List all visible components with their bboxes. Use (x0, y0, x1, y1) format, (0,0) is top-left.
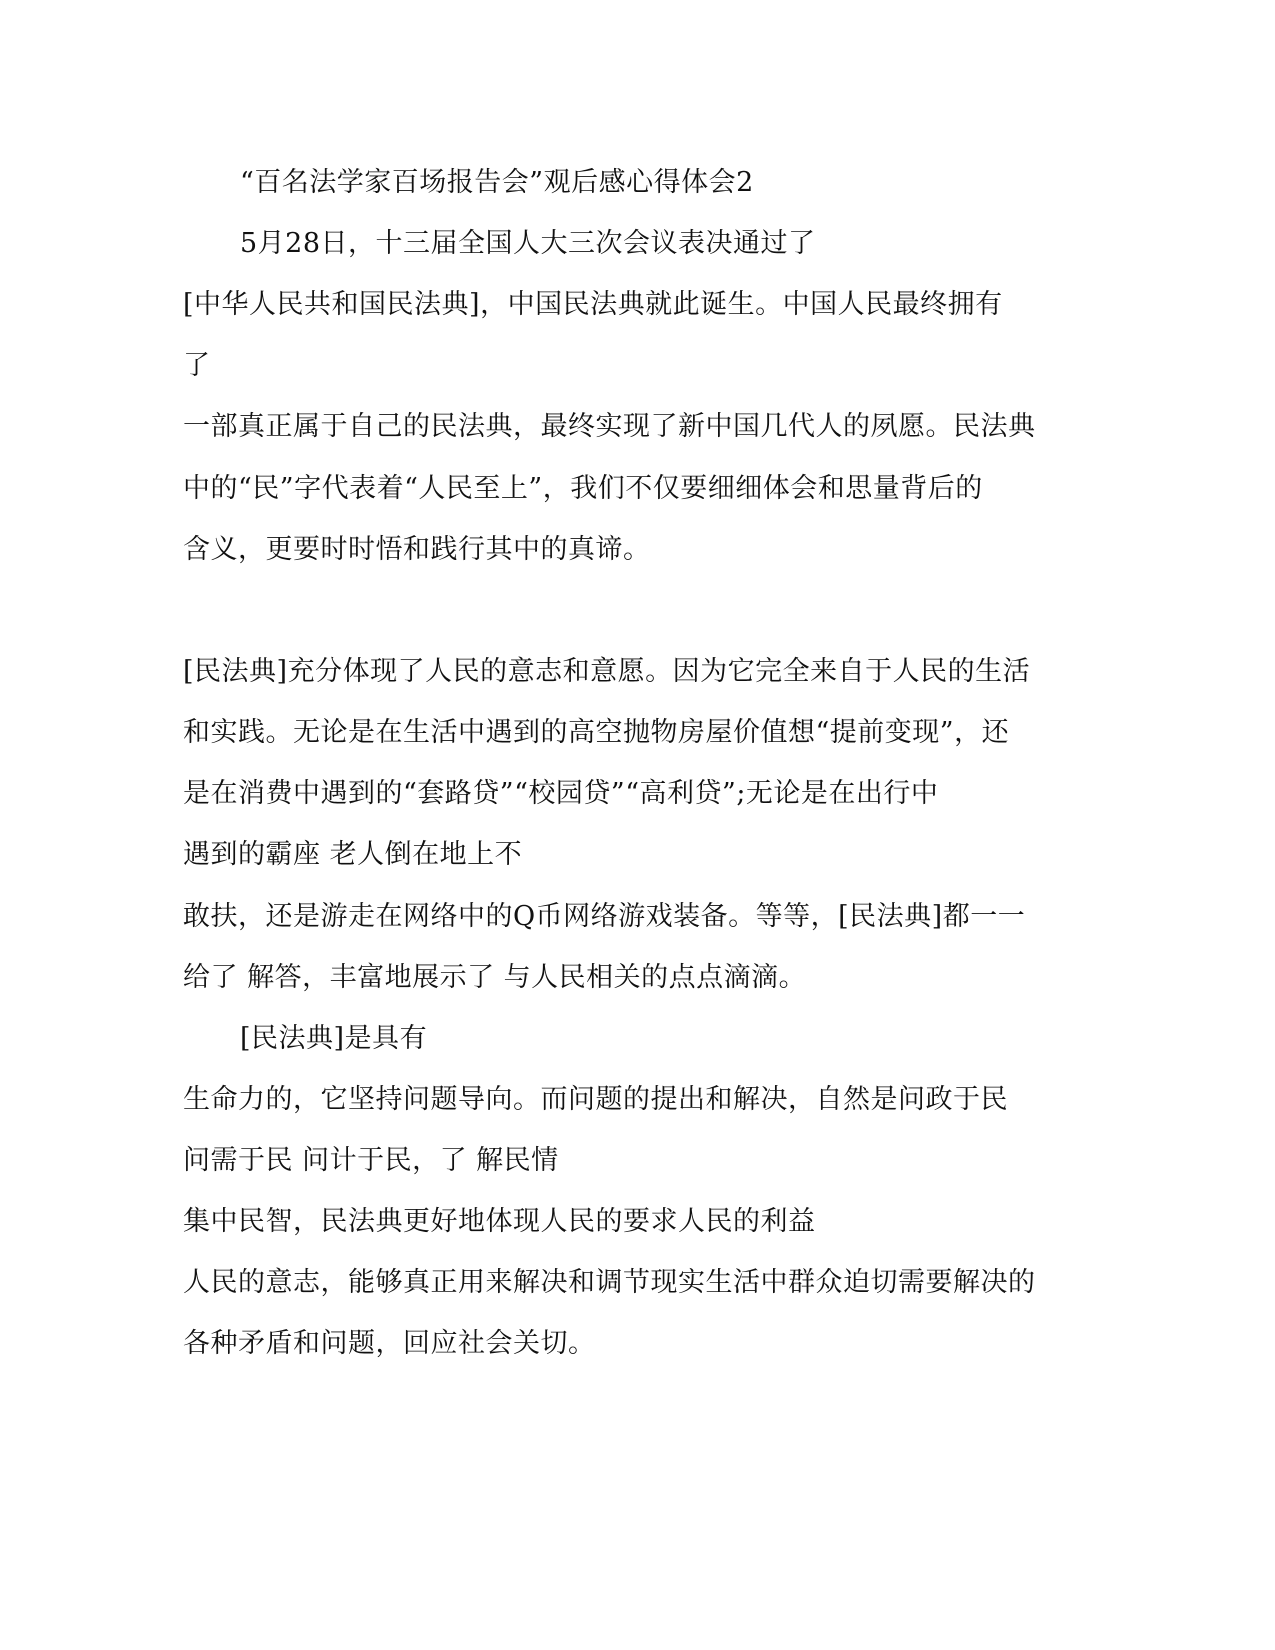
paragraph-line: 含义，更要时时悟和践行其中的真谛。 (183, 534, 651, 565)
paragraph-line: 给了 解答，丰富地展示了 与人民相关的点点滴滴。 (183, 962, 807, 993)
paragraph-line: 遇到的霸座 老人倒在地上不 (183, 839, 523, 870)
paragraph-line: [中华人民共和国民法典]，中国民法典就此诞生。中国人民最终拥有 (183, 289, 1003, 320)
paragraph-line: [民法典]是具有 (240, 1023, 428, 1054)
document-title: “百名法学家百场报告会”观后感心得体会2 (240, 167, 754, 198)
paragraph-line: 中的“民”字代表着“人民至上”，我们不仅要细细体会和思量背后的 (183, 473, 983, 504)
paragraph-line: 各种矛盾和问题，回应社会关切。 (183, 1328, 596, 1359)
paragraph-line: [民法典]充分体现了人民的意志和意愿。因为它完全来自于人民的生活 (183, 656, 1031, 687)
paragraph-line: 敢扶，还是游走在网络中的Q币网络游戏装备。等等，[民法典]都一一 (183, 901, 1026, 932)
paragraph-line: 问需于民 问计于民，了 解民情 (183, 1145, 559, 1176)
paragraph-line: 人民的意志，能够真正用来解决和调节现实生活中群众迫切需要解决的 (183, 1267, 1036, 1298)
paragraph-line: 生命力的，它坚持问题导向。而问题的提出和解决，自然是问政于民 (183, 1084, 1008, 1115)
paragraph-line: 和实践。无论是在生活中遇到的高空抛物房屋价值想“提前变现”，还 (183, 717, 1010, 748)
paragraph-line: 了 (183, 350, 211, 381)
paragraph-line: 是在消费中遇到的“套路贷”“校园贷”“高利贷”;无论是在出行中 (183, 778, 939, 809)
paragraph-line: 5月28日，十三届全国人大三次会议表决通过了 (240, 228, 816, 259)
paragraph-line: 集中民智，民法典更好地体现人民的要求人民的利益 (183, 1206, 816, 1237)
paragraph-line: 一部真正属于自己的民法典，最终实现了新中国几代人的夙愿。民法典 (183, 411, 1036, 442)
